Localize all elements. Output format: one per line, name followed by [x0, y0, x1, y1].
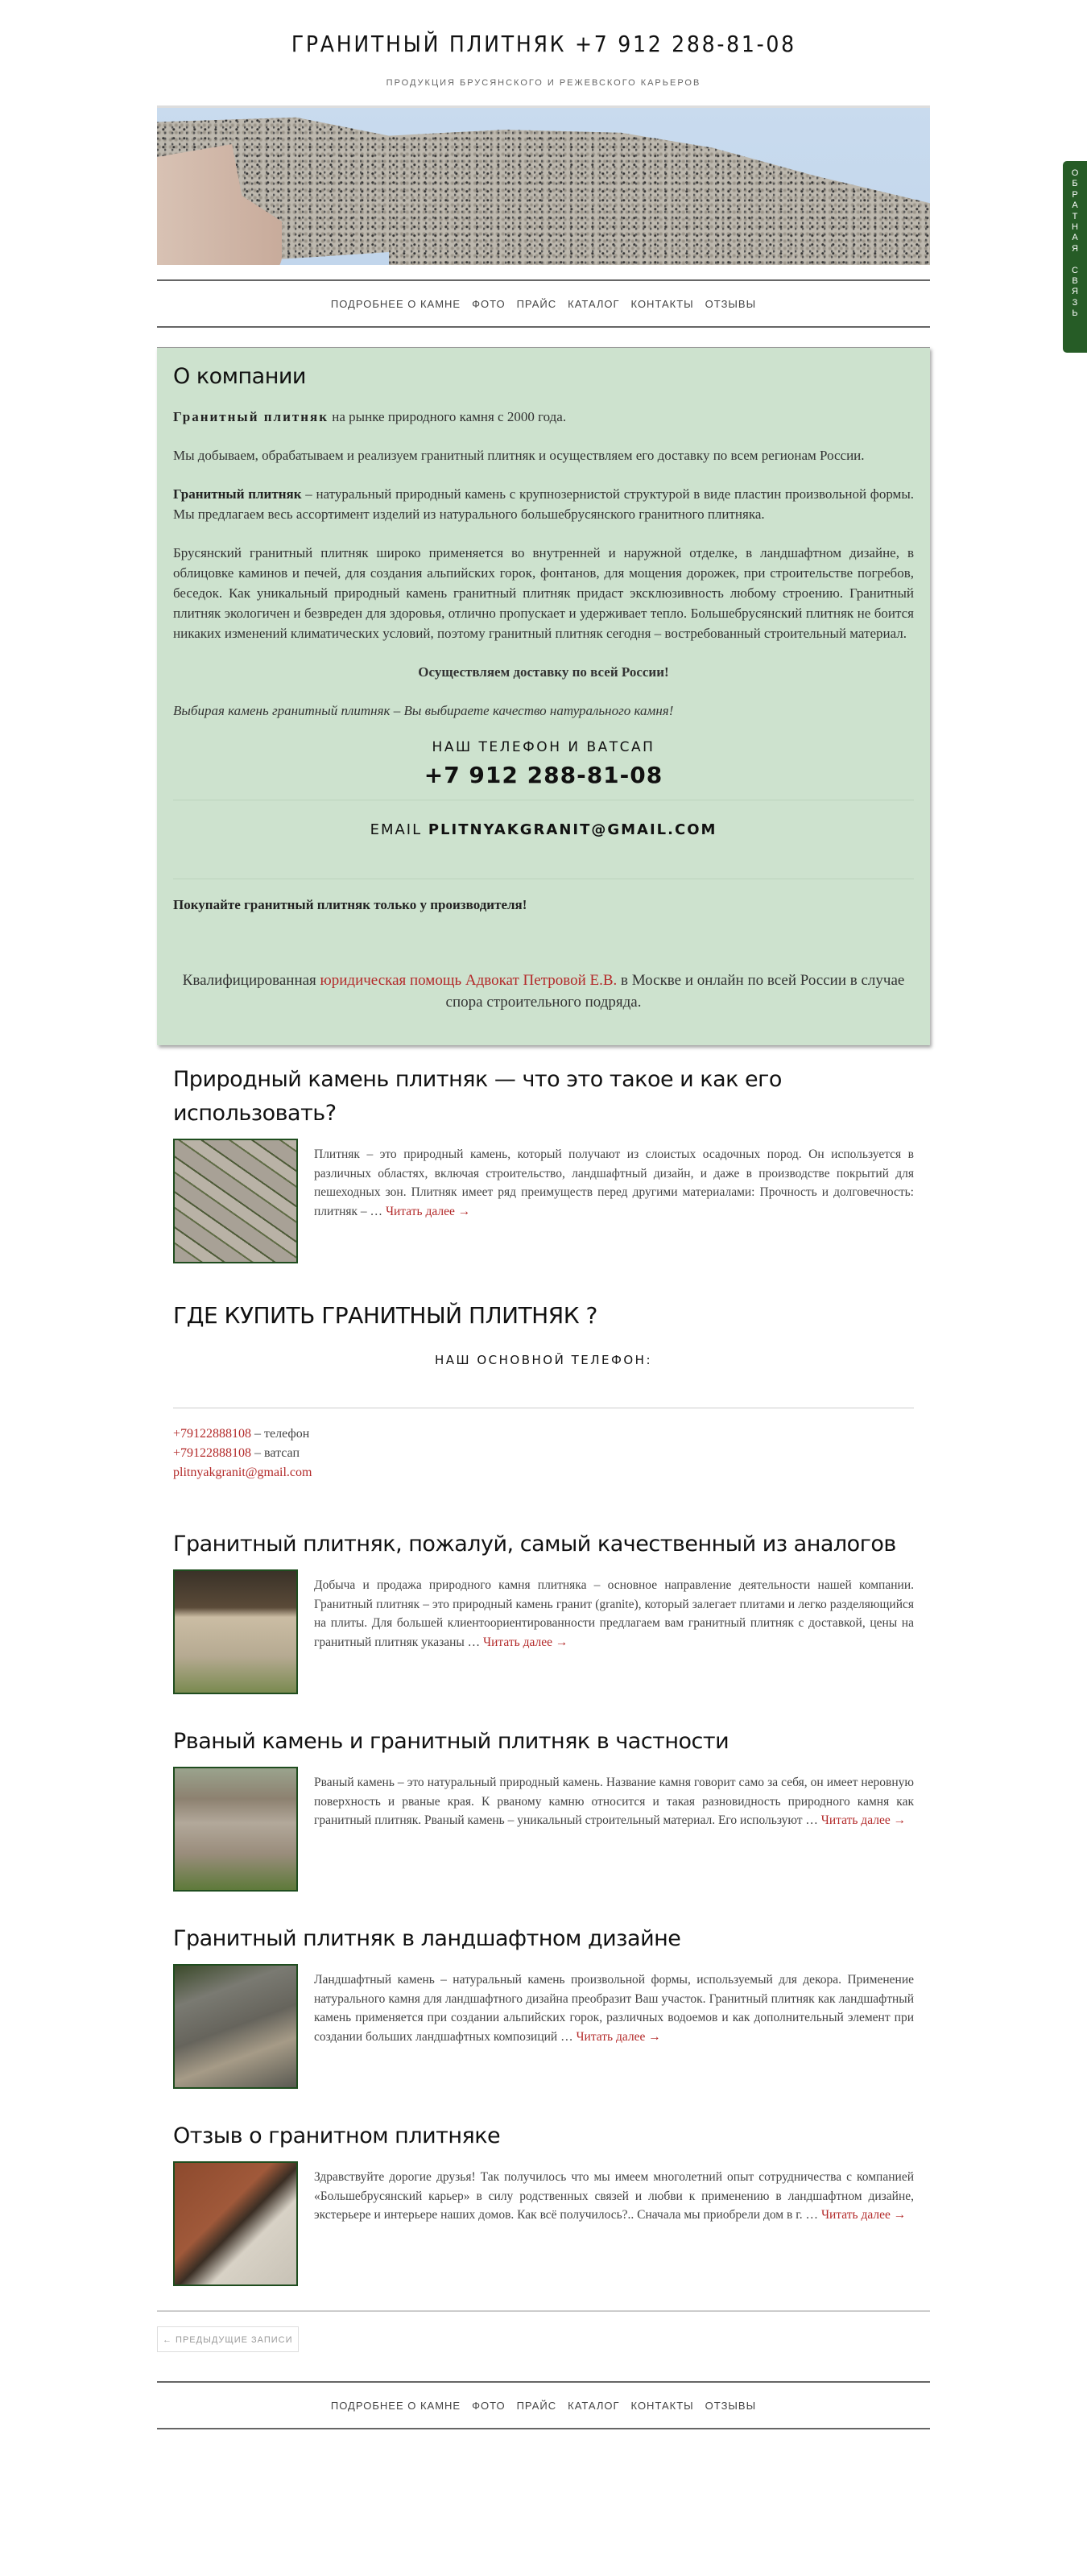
- post-thumbnail[interactable]: [173, 1767, 298, 1892]
- post-3: [157, 1725, 930, 1892]
- feedback-tab-letter: З: [1072, 297, 1078, 308]
- contact-email: [173, 1463, 914, 1482]
- main-phone-label: НАШ ОСНОВНОЙ ТЕЛЕФОН:: [173, 1353, 914, 1408]
- feedback-tab-letter: Н: [1072, 222, 1078, 233]
- read-more-link[interactable]: Читать далее →: [576, 2029, 661, 2044]
- about-company-box: [157, 347, 930, 1045]
- footer-nav-item-price[interactable]: ПРАЙС: [516, 2399, 557, 2412]
- feedback-tab[interactable]: [1063, 161, 1087, 353]
- post-title[interactable]: Природный камень плитняк — что это такое и как его использовать?: [173, 1067, 782, 1126]
- site-header: [0, 0, 1087, 88]
- lawyer-note: Квалифицированная юридическая помощь Адвокат Петровой Е.В. в Москве и онлайн по всей России в случае спора строительного подряда.: [182, 972, 905, 1011]
- footer-nav-item-photo[interactable]: ФОТО: [472, 2399, 506, 2412]
- nav-item-reviews[interactable]: ОТЗЫВЫ: [705, 297, 757, 310]
- post-excerpt: Добыча и продажа природного камня плитняка – основное направление деятельности нашей компании. Гранитный плитняк – это природный камень гранит (granite), который залегает плитами и легко разделяющийся на плиты. Для большей клиентоориентированности предлагаем вам гранитный плитняк с доставкой, цены на гранитный плитняк указаны … Читать далее →: [314, 1578, 914, 1649]
- feedback-tab-letter: С: [1072, 265, 1078, 275]
- footer-nav: [157, 2381, 930, 2429]
- post-excerpt: Рваный камень – это натуральный природный камень. Название камня говорит само за себя, он имеет неровную поверхность и рваные края. К рваному камню относится и такая разновидность природного камня как гранитный плитняк. Рваный камень – уникальный строительный материал. Его используют … Читать далее →: [314, 1776, 914, 1827]
- post-4: [157, 1922, 930, 2089]
- where-to-buy-title: ГДЕ КУПИТЬ ГРАНИТНЫЙ ПЛИТНЯК ?: [173, 1302, 597, 1329]
- post-excerpt: Здравствуйте дорогие друзья! Так получилось что мы имеем многолетний опыт сотрудничества с компанией «Большебрусянский карьер» в силу родственных связей и любви к применению в ландшафтном дизайне, экстерьере и интерьере наших домов. Как всё получилось?.. Сначала мы приобрели дом в г. … Читать далее →: [314, 2170, 914, 2222]
- read-more-link[interactable]: Читать далее →: [820, 1813, 907, 1827]
- footer-nav-item-about-stone[interactable]: ПОДРОБНЕЕ О КАМНЕ: [330, 2399, 461, 2412]
- nav-item-photo[interactable]: ФОТО: [472, 297, 506, 310]
- post-excerpt: Ландшафтный камень – натуральный камень произвольной формы, используемый для декора. Применение натурального камня для ландшафтного дизайна преобразит Ваш участок. Гранитный плитняк как ландшафтный камень применяется при создании альпийских горок, различных водоемов и как дополнительный элемент при создании больших ландшафтных композиций … Читать далее →: [314, 1973, 914, 2044]
- divider: [157, 2310, 930, 2312]
- footer-nav-item-catalog[interactable]: КАТАЛОГ: [568, 2399, 620, 2412]
- header-image: [157, 105, 930, 265]
- feedback-tab-letter: Ь: [1072, 308, 1078, 319]
- post-thumbnail[interactable]: [173, 1139, 298, 1263]
- read-more-link[interactable]: Читать далее →: [820, 2208, 907, 2222]
- phone-label: НАШ ТЕЛЕФОН И ВАТСАП: [432, 739, 655, 755]
- slogan: Выбирая камень гранитный плитняк – Вы выбираете качество натурального камня!: [173, 703, 674, 718]
- about-paragraph-1: Гранитный плитняк на рынке природного камня с 2000 года.: [173, 409, 567, 424]
- previous-posts-button[interactable]: ← ПРЕДЫДУЩИЕ ЗАПИСИ: [157, 2326, 299, 2352]
- post-title[interactable]: Гранитный плитняк в ландшафтном дизайне: [173, 1926, 681, 1951]
- feedback-tab-letter: В: [1072, 276, 1078, 287]
- nav-item-price[interactable]: ПРАЙС: [516, 297, 557, 310]
- feedback-tab-letter: Т: [1072, 211, 1078, 221]
- contact-whatsapp: +79122888108 – ватсап: [173, 1446, 300, 1460]
- about-paragraph-3: Гранитный плитняк – натуральный природный камень с крупнозернистой структурой в виде пластин произвольной формы. Мы предлагаем весь ассортимент изделий из натурального большебрусянского гранитного плитняка.: [173, 486, 914, 522]
- buy-from-producer-note: Покупайте гранитный плитняк только у производителя!: [173, 897, 527, 912]
- post-thumbnail[interactable]: [173, 1964, 298, 2089]
- feedback-tab-letter: А: [1072, 233, 1078, 243]
- phone-number[interactable]: +7 912 288-81-08: [173, 762, 914, 800]
- post-title[interactable]: Гранитный плитняк, пожалуй, самый качественный из аналогов: [173, 1532, 896, 1557]
- post-title[interactable]: Рваный камень и гранитный плитняк в частности: [173, 1729, 729, 1754]
- feedback-tab-letter: А: [1072, 201, 1078, 211]
- post-thumbnail[interactable]: [173, 1569, 298, 1694]
- email-link[interactable]: plitnyakgranit@gmail.com: [173, 1466, 312, 1479]
- feedback-tab-letter: [1063, 254, 1087, 265]
- about-paragraph-4: Брусянский гранитный плитняк широко применяется во внутренней и наружной отделке, в ландшафтном дизайне, в облицовке каминов и печей, для создания альпийских горок, фонтанов, для мощения дорожек, при строительстве погребов, беседок. Как уникальный природный камень гранитный плитняк придаст эксклюзивность любому строению. Гранитный плитняк экологичен и безвреден для здоровья, отлично пропускает и удерживает тепло. Большебрусянский плитняк не боится никаких изменений климатических условий, поэтому гранитный плитняк сегодня – востребованный строительный материал.: [173, 545, 914, 641]
- contact-list: [173, 1424, 914, 1482]
- contact-phone: +79122888108 – телефон: [173, 1427, 310, 1441]
- lawyer-link[interactable]: юридическая помощь Адвокат Петровой Е.В.: [320, 972, 618, 989]
- phone-link[interactable]: +79122888108: [173, 1427, 252, 1441]
- site-title[interactable]: ГРАНИТНЫЙ ПЛИТНЯК +7 912 288-81-08: [291, 31, 796, 57]
- whatsapp-link[interactable]: +79122888108: [173, 1446, 252, 1460]
- post-excerpt: Плитняк – это природный камень, который получают из слоистых осадочных пород. Он используется в различных областях, включая строительство, ландшафтный дизайн, и даже в производстве покрытий для пешеходных зон. Плитняк имеет ряд преимуществ перед другими материалами: Прочность и долговечность: плитняк – … Читать далее →: [314, 1147, 914, 1218]
- post-thumbnail[interactable]: [173, 2161, 298, 2286]
- feedback-tab-letter: О: [1071, 168, 1079, 178]
- email-line: EMAIL PLITNYAKGRANIT@GMAIL.COM: [173, 800, 914, 879]
- post-1: [157, 1063, 930, 1263]
- feedback-tab-letter: Я: [1072, 243, 1078, 254]
- post-5: [157, 2119, 930, 2286]
- delivery-note: Осуществляем доставку по всей России!: [418, 664, 669, 680]
- nav-item-catalog[interactable]: КАТАЛОГ: [568, 297, 620, 310]
- where-to-buy-section: [157, 1302, 930, 1482]
- feedback-tab-letter: Р: [1072, 189, 1078, 200]
- post-title[interactable]: Отзыв о гранитном плитняке: [173, 2123, 501, 2148]
- feedback-tab-letter: Б: [1072, 179, 1078, 189]
- footer-nav-item-contacts[interactable]: КОНТАКТЫ: [630, 2399, 694, 2412]
- read-more-link[interactable]: Читать далее →: [483, 1635, 568, 1649]
- main-nav: [157, 279, 930, 328]
- email-address[interactable]: PLITNYAKGRANIT@GMAIL.COM: [428, 821, 717, 838]
- footer-nav-item-reviews[interactable]: ОТЗЫВЫ: [705, 2399, 757, 2412]
- feedback-tab-letter: Я: [1072, 287, 1078, 297]
- read-more-link[interactable]: Читать далее →: [385, 1204, 471, 1218]
- nav-item-contacts[interactable]: КОНТАКТЫ: [630, 297, 694, 310]
- post-2: [157, 1528, 930, 1694]
- about-title: О компании: [173, 364, 306, 389]
- site-description: ПРОДУКЦИЯ БРУСЯНСКОГО И РЕЖЕВСКОГО КАРЬЕРОВ: [386, 78, 701, 88]
- about-paragraph-2: Мы добываем, обрабатываем и реализуем гранитный плитняк и осуществляем его доставку по всем регионам России.: [173, 448, 865, 463]
- nav-item-about-stone[interactable]: ПОДРОБНЕЕ О КАМНЕ: [330, 297, 461, 310]
